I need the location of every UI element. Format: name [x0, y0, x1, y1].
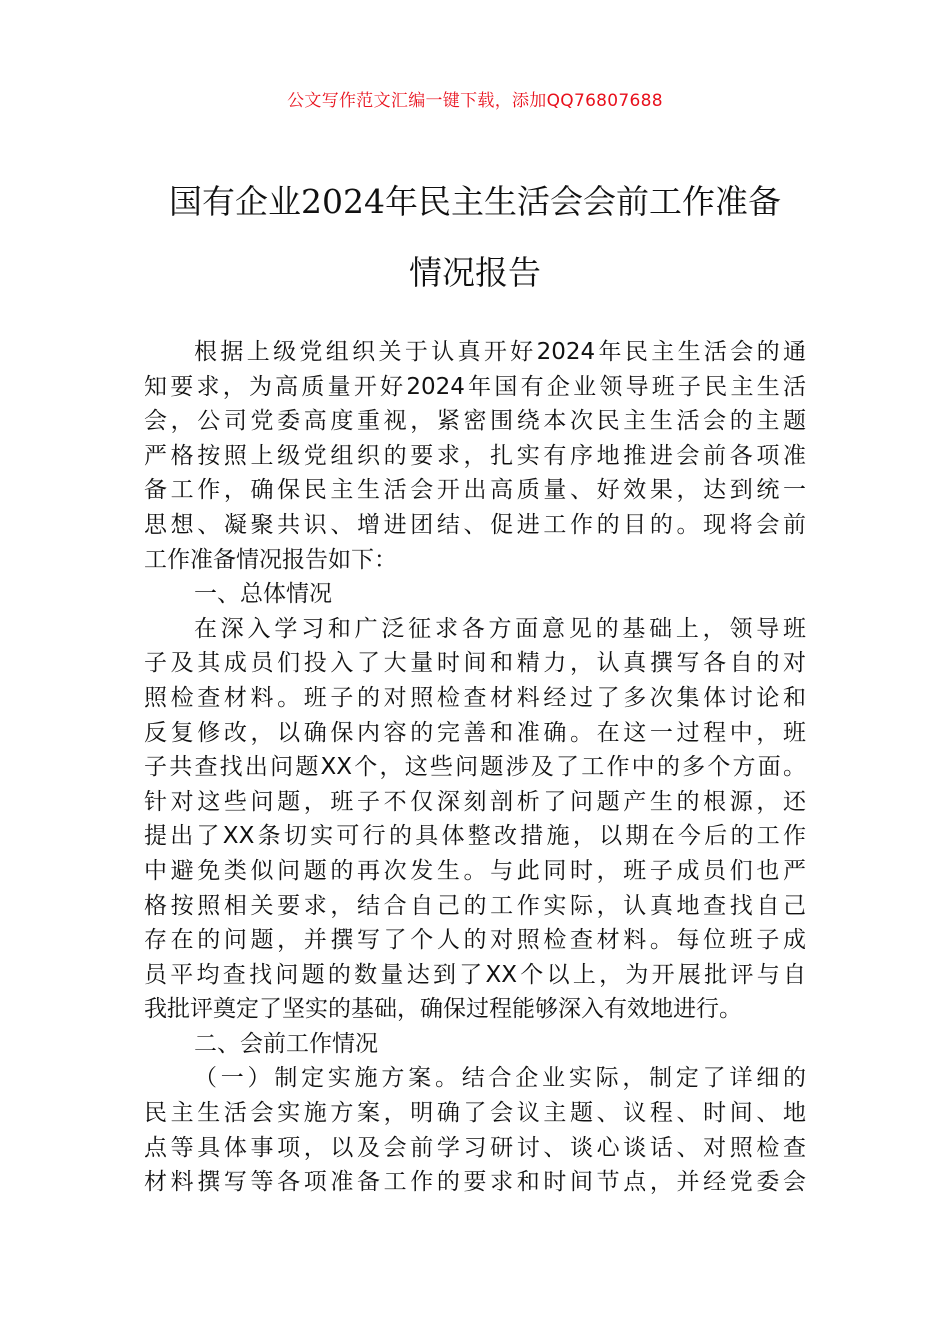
body-text-line: 格按照相关要求，结合自己的工作实际，认真地查找自己 [144, 892, 806, 919]
body-text-line: 照检查材料。班子的对照检查材料经过了多次集体讨论和 [144, 684, 806, 711]
body-text-line: 针对这些问题，班子不仅深刻剖析了问题产生的根源，还 [144, 788, 806, 815]
body-text-line: 备工作，确保民主生活会开出高质量、好效果，达到统一 [144, 477, 806, 504]
body-text-line: 思想、凝聚共识、增进团结、促进工作的目的。现将会前 [144, 511, 806, 538]
body-text-line: 民主生活会实施方案，明确了会议主题、议程、时间、地 [144, 1100, 806, 1127]
body-text-line: 中避免类似问题的再次发生。与此同时，班子成员们也严 [144, 857, 806, 884]
body-text-line: 严格按照上级党组织的要求，扎实有序地推进会前各项准 [144, 442, 806, 469]
body-text-line: 子及其成员们投入了大量时间和精力，认真撰写各自的对 [144, 650, 806, 677]
body-text-line: 会，公司党委高度重视，紧密围绕本次民主生活会的主题 [144, 408, 806, 435]
body-text-line: 知要求，为高质量开好2024年国有企业领导班子民主生活 [144, 373, 806, 400]
body-text-line: （一）制定实施方案。结合企业实际，制定了详细的 [194, 1065, 806, 1092]
body-text-line: 工作准备情况报告如下： [144, 546, 397, 573]
body-text-line: 我批评奠定了坚实的基础，确保过程能够深入有效地进行。 [144, 996, 742, 1023]
body-text-line: 反复修改，以确保内容的完善和准确。在这一过程中，班 [144, 719, 806, 746]
body-text-line: 子共查找出问题XX个，这些问题涉及了工作中的多个方面。 [144, 754, 806, 781]
body-text-line: 员平均查找问题的数量达到了XX个以上，为开展批评与自 [144, 961, 806, 988]
document-title-line-2: 情况报告 [409, 253, 541, 292]
body-text-line: 点等具体事项，以及会前学习研讨、谈心谈话、对照检查 [144, 1134, 806, 1161]
download-banner[interactable]: 公文写作范文汇编一键下载，添加QQ76807688 [287, 91, 663, 111]
body-text-line: 根据上级党组织关于认真开好2024年民主生活会的通 [194, 339, 806, 365]
body-text-line: 提出了XX条切实可行的具体整改措施，以期在今后的工作 [144, 823, 806, 850]
body-text-line: 存在的问题，并撰写了个人的对照检查材料。每位班子成 [144, 927, 806, 954]
document-body [144, 335, 806, 1200]
document-title-line-1: 国有企业2024年民主生活会会前工作准备 [169, 182, 781, 221]
body-text-line: 在深入学习和广泛征求各方面意见的基础上，领导班 [194, 615, 806, 642]
section-heading: 二、会前工作情况 [194, 1030, 378, 1057]
section-heading: 一、总体情况 [194, 581, 332, 608]
body-text-line: 材料撰写等各项准备工作的要求和时间节点，并经党委会 [144, 1169, 806, 1196]
